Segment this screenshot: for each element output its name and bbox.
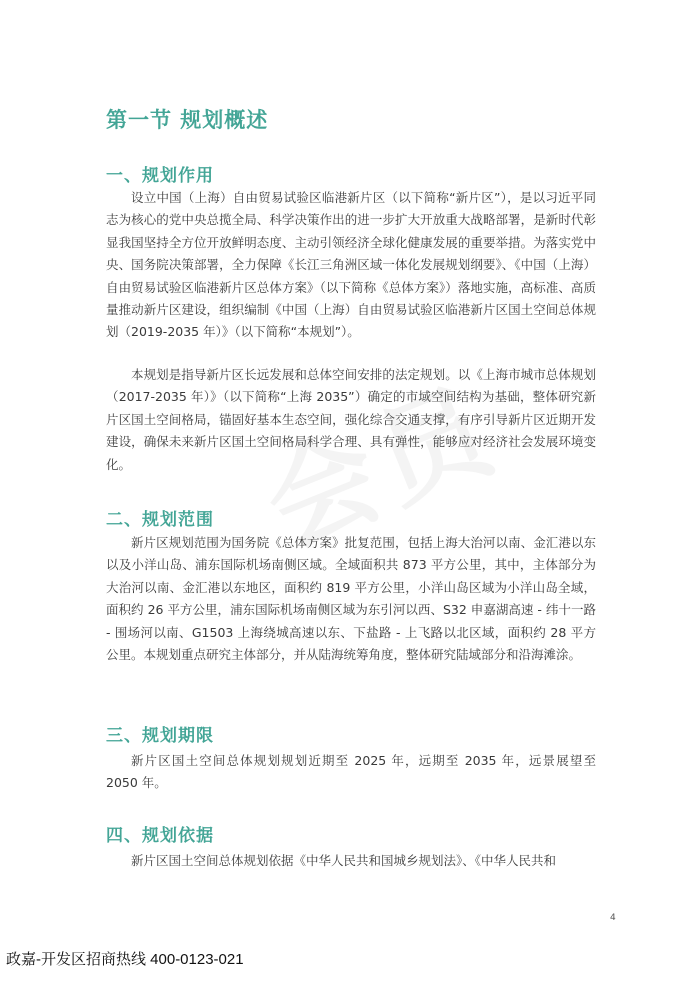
paragraph-basis: 新片区国土空间总体规划依据《中华人民共和国城乡规划法》、《中华人民共和 [131,853,557,868]
section-heading-basis: 四、规划依据 [106,826,214,846]
chapter-title: 第一节 规划概述 [106,108,269,132]
paragraph-period: 新片区国土空间总体规划规划近期至 2025 年，远期至 2035 年，远景展望至 2050 年。 [106,753,596,791]
section-heading-period: 三、规划期限 [106,726,214,746]
paragraph-role-2: 本规划是指导新片区长远发展和总体空间安排的法定规划。以《上海市城市总体规划（2017-2035 年）》（以下简称“上海 2035”）确定的市域空间结构为基础，整体研究新片区国土空间格局，锚固好基本生态空间，强化综合交通支撑，有序引导新片区近期开发建设，确保未来新片区国土空间格局科学合理、具有弹性，能够应对经济社会发展环境变化。 [106,367,596,472]
section-heading-role: 一、规划作用 [106,166,214,186]
paragraph-role-1: 设立中国（上海）自由贸易试验区临港新片区（以下简称“新片区”），是以习近平同志为核心的党中央总揽全局、科学决策作出的进一步扩大开放重大战略部署，是新时代彰显我国坚持全方位开放鲜明态度、主动引领经济全球化健康发展的重要举措。为落实党中央、国务院决策部署，全力保障《长江三角洲区域一体化发展规划纲要》、《中国（上海）自由贸易试验区临港新片区总体方案》（以下简称《总体方案》）落地实施，高标准、高质量推动新片区建设，组织编制《中国（上海）自由贸易试验区临港新片区国土空间总体规划（2019-2035 年）》（以下简称“本规划”）。 [106,190,596,340]
footer-hotline: 政嘉-开发区招商热线 400-0123-021 [6,951,244,968]
paragraph-scope: 新片区规划范围为国务院《总体方案》批复范围，包括上海大治河以南、金汇港以东以及小洋山岛、浦东国际机场南侧区域。全域面积共 873 平方公里，其中，主体部分为大治河以南、金汇港以东地区，面积约 819 平方公里，小洋山岛区域为小洋山岛全域，面积约 26 平方公里，浦东国际机场南侧区域为东引河以西、S32 申嘉湖高速 - 纬十一路 - 围场河以南、G1503 上海绕城高速以东、下盐路 - 上飞路以北区域，面积约 28 平方公里。本规划重点研究主体部分，并从陆海统筹角度，整体研究陆域部分和沿海滩涂。 [106,535,596,663]
page-number: 4 [610,913,616,923]
section-heading-scope: 二、规划范围 [106,510,214,530]
